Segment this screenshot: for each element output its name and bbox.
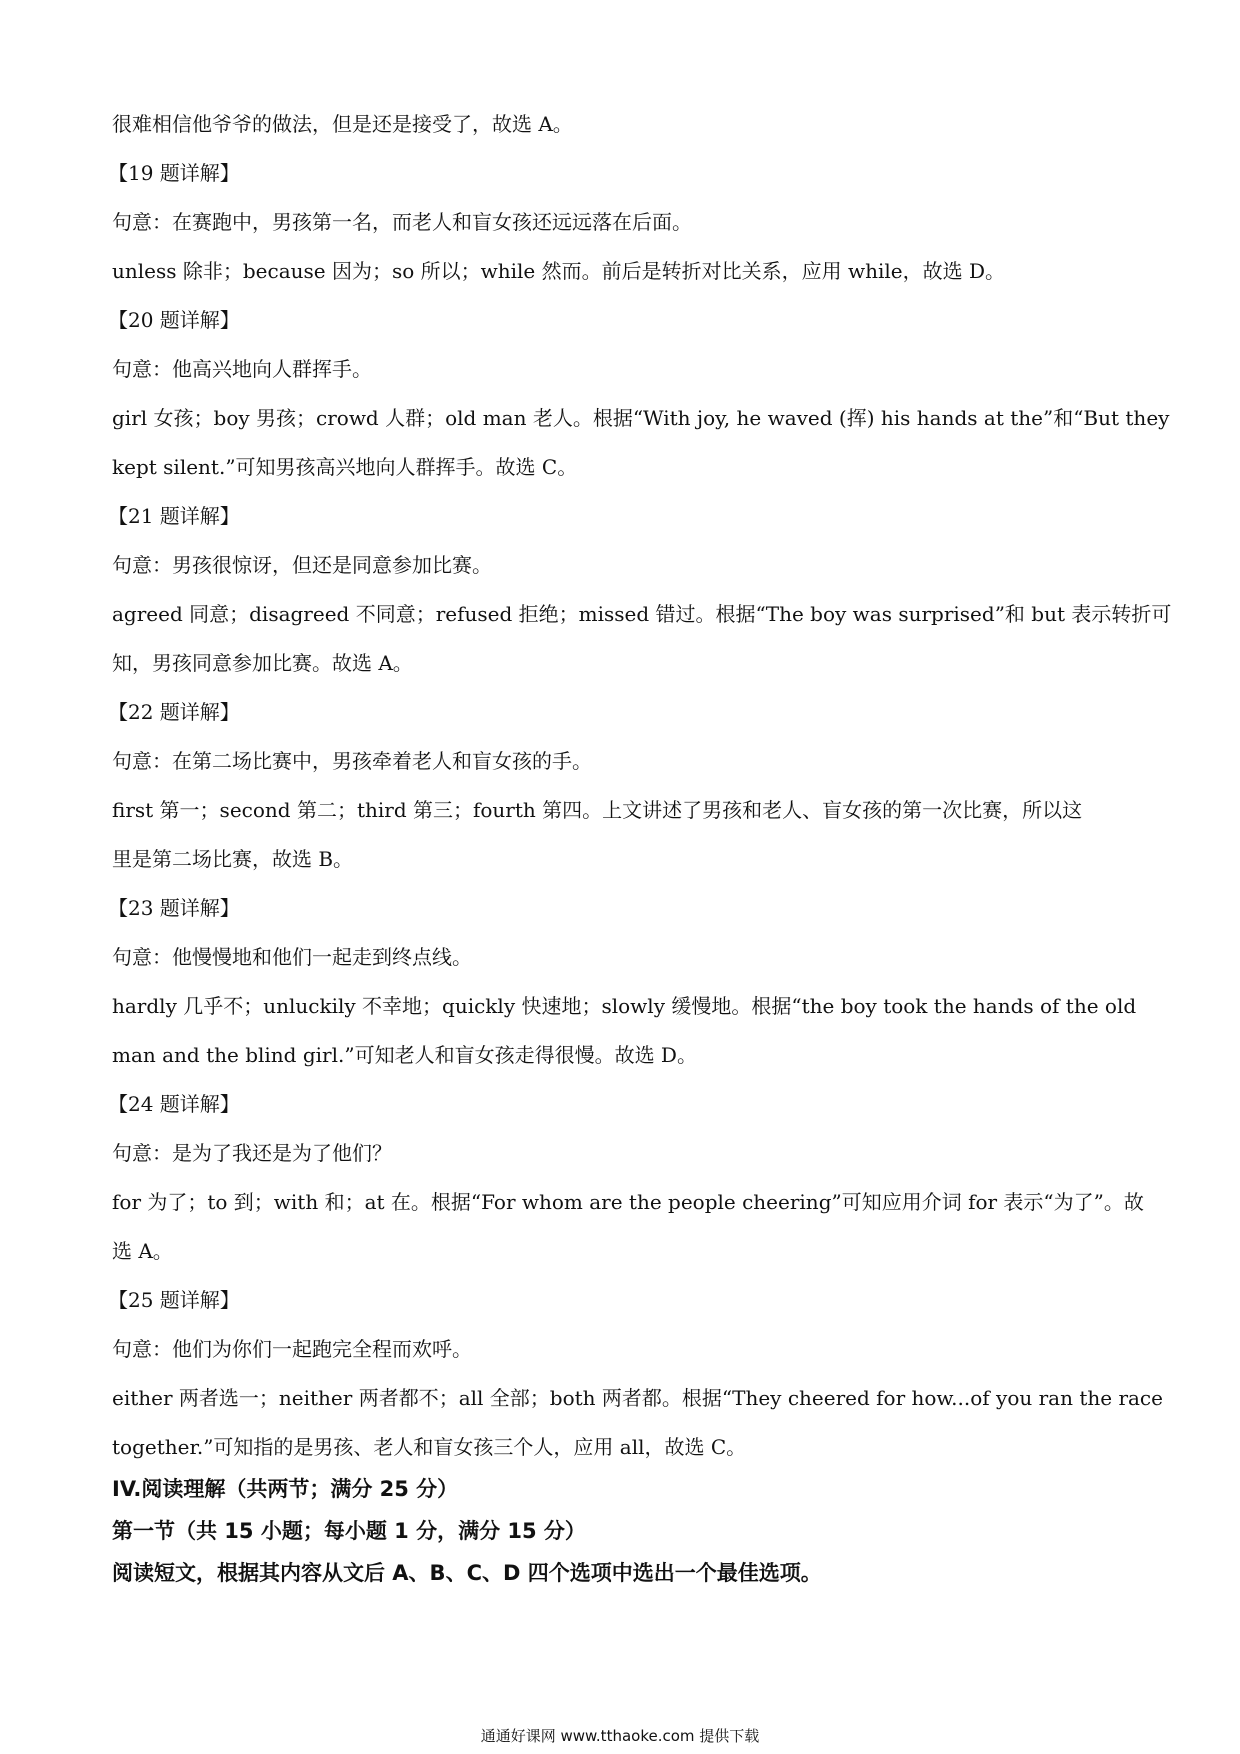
question-heading: 【21 题详解】 — [108, 504, 240, 528]
body-line: agreed 同意；disagreed 不同意；refused 拒绝；missed 错过。根据“The boy was surprised”和 but 表示转折可 — [112, 602, 1172, 626]
question-heading: 【23 题详解】 — [108, 896, 240, 920]
body-line: kept silent.”可知男孩高兴地向人群挥手。故选 C。 — [112, 455, 578, 479]
question-heading: 【19 题详解】 — [108, 161, 240, 185]
section-title: IV.阅读理解（共两节；满分 25 分） — [112, 1477, 459, 1501]
body-line: 很难相信他爷爷的做法，但是还是接受了，故选 A。 — [112, 112, 573, 136]
question-heading: 【20 题详解】 — [108, 308, 240, 332]
body-line: 选 A。 — [112, 1239, 173, 1263]
answer-explanations — [108, 100, 1172, 1472]
question-heading: 【25 题详解】 — [108, 1288, 240, 1312]
body-line: girl 女孩；boy 男孩；crowd 人群；old man 老人。根据“With joy, he waved (挥) his hands at the”和“But they — [112, 406, 1170, 430]
body-line: man and the blind girl.”可知老人和盲女孩走得很慢。故选 D。 — [112, 1043, 697, 1067]
question-heading: 【22 题详解】 — [108, 700, 240, 724]
body-line: 句意：在赛跑中，男孩第一名，而老人和盲女孩还远远落在后面。 — [112, 210, 692, 234]
question-heading: 【24 题详解】 — [108, 1092, 240, 1116]
body-line: hardly 几乎不；unluckily 不幸地；quickly 快速地；slowly 缓慢地。根据“the boy took the hands of the old — [112, 994, 1137, 1018]
body-line: for 为了；to 到；with 和；at 在。根据“For whom are the people cheering”可知应用介词 for 表示“为了”。故 — [112, 1190, 1144, 1214]
body-line: 句意：他慢慢地和他们一起走到终点线。 — [112, 945, 472, 969]
body-line: 句意：他高兴地向人群挥手。 — [112, 357, 372, 381]
page-footer: 通通好课网 www.tthaoke.com 提供下载 — [480, 1727, 760, 1745]
body-line: together.”可知指的是男孩、老人和盲女孩三个人，应用 all，故选 C。 — [112, 1435, 747, 1459]
body-line: unless 除非；because 因为；so 所以；while 然而。前后是转折对比关系，应用 while，故选 D。 — [112, 259, 1006, 283]
section-subtitle: 第一节（共 15 小题；每小题 1 分，满分 15 分） — [112, 1519, 586, 1543]
body-line: first 第一；second 第二；third 第三；fourth 第四。上文讲述了男孩和老人、盲女孩的第一次比赛，所以这 — [112, 798, 1083, 822]
body-line: 句意：是为了我还是为了他们？ — [112, 1141, 392, 1165]
section-instruction: 阅读短文，根据其内容从文后 A、B、C、D 四个选项中选出一个最佳选项。 — [112, 1561, 822, 1585]
reading-section-header — [112, 1468, 1132, 1594]
body-line: either 两者选一；neither 两者都不；all 全部；both 两者都。根据“They cheered for how...of you ran the race — [112, 1386, 1163, 1410]
body-line: 句意：男孩很惊讶，但还是同意参加比赛。 — [112, 553, 492, 577]
body-line: 里是第二场比赛，故选 B。 — [112, 847, 354, 871]
body-line: 句意：他们为你们一起跑完全程而欢呼。 — [112, 1337, 472, 1361]
body-line: 知，男孩同意参加比赛。故选 A。 — [112, 651, 413, 675]
body-line: 句意：在第二场比赛中，男孩牵着老人和盲女孩的手。 — [112, 749, 592, 773]
